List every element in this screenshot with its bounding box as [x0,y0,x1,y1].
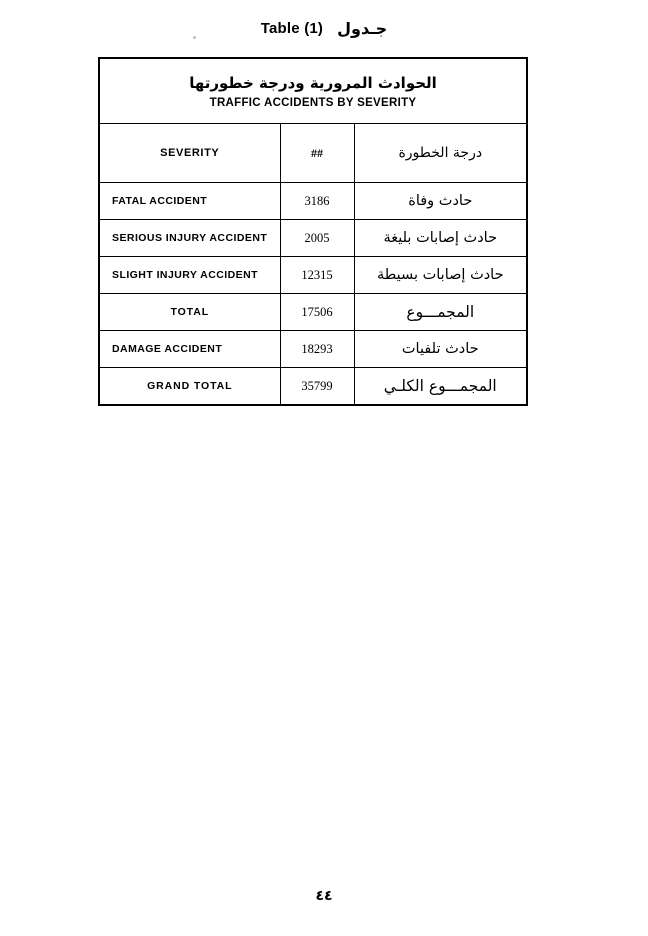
row-label-english: SLIGHT INJURY ACCIDENT [100,257,280,294]
row-label-english: SERIOUS INJURY ACCIDENT [100,220,280,257]
row-label-arabic: حادث تلفيات [354,331,526,368]
table-row [100,183,526,220]
table-caption [0,18,648,38]
traffic-accidents-table [100,59,526,404]
column-header-severity-arabic: درجة الخطورة [354,124,526,183]
table-row [100,331,526,368]
row-label-arabic: حادث وفاة [354,183,526,220]
row-label-english: TOTAL [100,294,280,331]
table-row [100,257,526,294]
row-label-english: DAMAGE ACCIDENT [100,331,280,368]
column-header-severity-english: SEVERITY [100,124,280,183]
column-header-count: ## [280,124,354,183]
row-value: 18293 [280,331,354,368]
table-column-header-row [100,124,526,183]
row-value: 12315 [280,257,354,294]
table-heading-row [100,59,526,124]
row-label-arabic: المجمـــوع الكلـي [354,368,526,405]
row-label-english: GRAND TOTAL [100,368,280,405]
table-row [100,220,526,257]
row-label-arabic: المجمـــوع [354,294,526,331]
row-value: 2005 [280,220,354,257]
table-heading-english: TRAFFIC ACCIDENTS BY SEVERITY [209,96,417,109]
scan-artifact [193,36,196,39]
table-caption-arabic: جـدول [337,19,388,38]
table-row-grand-total [100,368,526,405]
row-value: 17506 [280,294,354,331]
page-number: ٤٤ [315,888,333,904]
table-heading-cell [100,59,526,124]
row-label-english: FATAL ACCIDENT [100,183,280,220]
table-heading-arabic: الحوادث المرورية ودرجة خطورتها [189,74,437,93]
row-value: 35799 [280,368,354,405]
row-label-arabic: حادث إصابات بليغة [354,220,526,257]
table-caption-english: Table (1) [260,20,324,37]
row-label-arabic: حادث إصابات بسيطة [354,257,526,294]
table-row-total [100,294,526,331]
row-value: 3186 [280,183,354,220]
data-table-container [98,57,528,406]
